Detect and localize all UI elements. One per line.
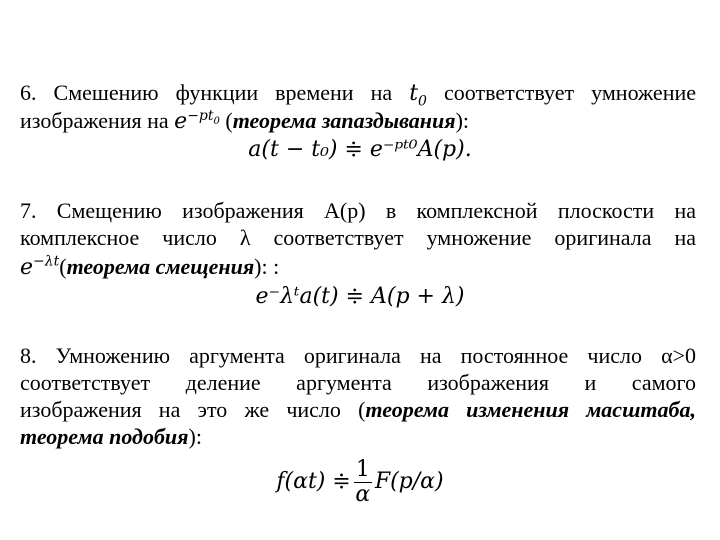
theorem-8-name-a: теорема изменения масштаба,	[365, 397, 696, 422]
theorem-6-number: 6.	[20, 80, 37, 105]
theorem-7-text-b: комплексное число λ соответствует умножение оригинала на	[20, 225, 696, 250]
theorem-6-var: $t_0$	[409, 81, 427, 110]
theorem-7-text-a: Смещению изображения A(p) в комплексной плоскости на	[56, 198, 696, 223]
theorem-7-line-2	[20, 225, 696, 251]
theorem-8-formula-left: f(αt) ≑	[276, 469, 351, 494]
theorem-8-fraction: $\frac{1}{\alpha}$	[355, 456, 371, 507]
theorem-8-text-c: изображения на это же число (	[20, 397, 366, 422]
theorem-6-line-2	[20, 108, 696, 135]
theorem-7-paren: (теорема смещения): :	[59, 254, 280, 279]
theorem-7-exp: $e^{-\lambda t}$	[20, 253, 60, 280]
theorem-7-line-3	[20, 254, 696, 281]
theorem-8-number: 8.	[20, 343, 37, 368]
theorem-8-formula-right: F(p/α)	[374, 469, 444, 494]
theorem-8-name-b: теорема подобия	[20, 424, 189, 449]
theorem-8-text-a: Умножению аргумента оригинала на постоянное число α>0	[55, 343, 696, 368]
theorem-7-number: 7.	[20, 198, 37, 223]
theorem-6-paren: (теорема запаздывания):	[225, 108, 470, 133]
theorem-6-exp: $e^{-pt_0}$	[174, 107, 220, 134]
theorem-8-formula	[0, 455, 720, 509]
theorem-8-line-4	[20, 424, 696, 450]
theorem-6-text-a: Смешению функции времени на	[53, 80, 393, 105]
theorem-7-name: теорема смещения	[66, 254, 255, 279]
theorem-8-close: ):	[188, 424, 202, 449]
theorem-6-name: теорема запаздывания	[232, 108, 456, 133]
theorem-6-text-b: соответствует умножение	[444, 80, 697, 105]
theorem-8-line-1	[20, 343, 696, 369]
theorem-8-line-2	[20, 370, 696, 396]
theorem-6-text-c: изображения на	[20, 108, 169, 133]
theorem-6-line-1	[20, 80, 697, 110]
theorem-8-line-3	[20, 397, 696, 423]
theorem-8-text-b: соответствует деление аргумента изображения и самого	[20, 370, 696, 395]
theorem-6-formula: a(t − t₀) ≑ e⁻ᵖᵗ⁰A(p).	[248, 137, 472, 162]
theorem-7-line-1	[20, 198, 696, 224]
theorem-7-formula: e⁻λᵗa(t) ≑ A(p + λ)	[255, 284, 465, 309]
